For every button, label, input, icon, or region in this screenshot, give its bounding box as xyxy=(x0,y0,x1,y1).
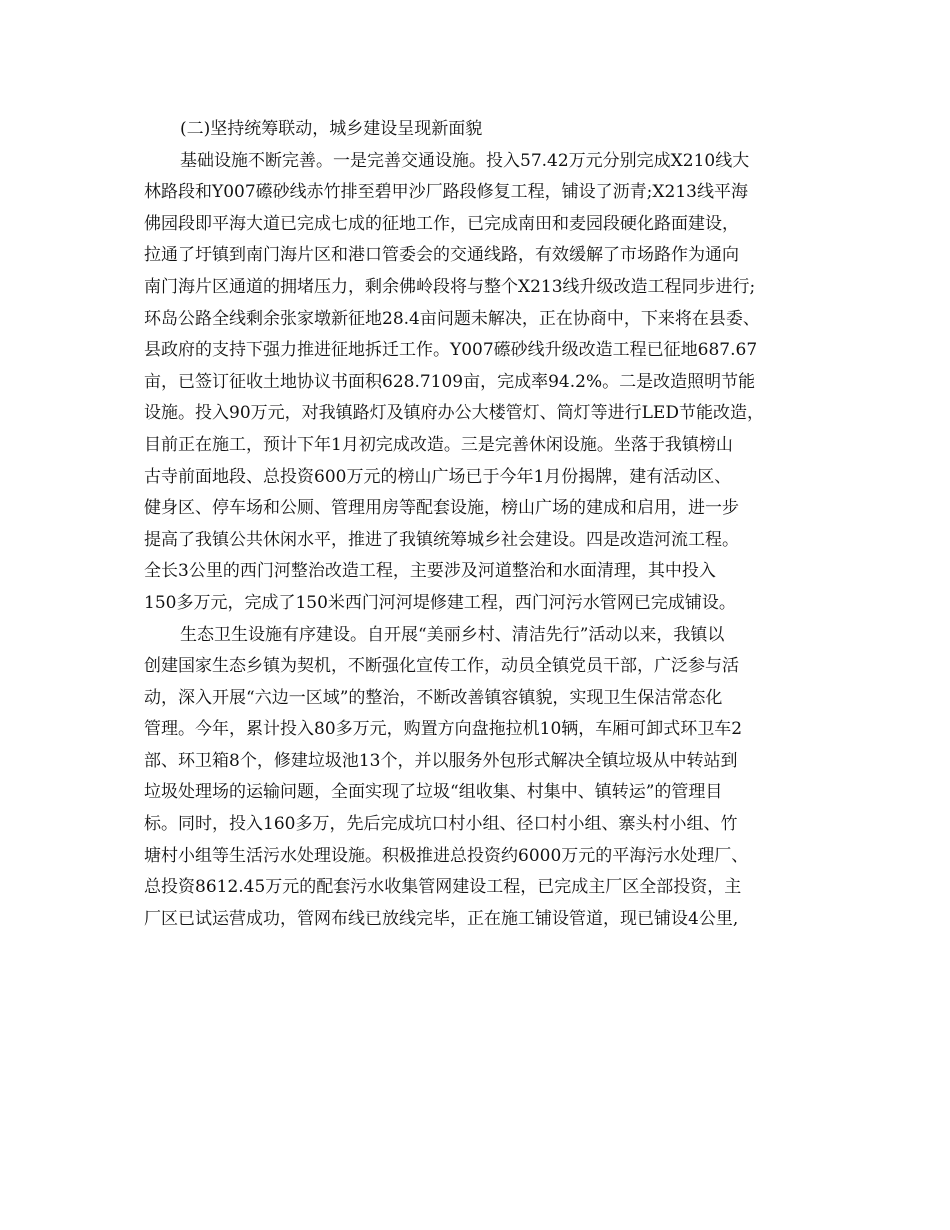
document-body xyxy=(144,114,812,935)
paragraph-line: 管理。今年，累计投入80多万元，购置方向盘拖拉机10辆，车厢可卸式环卫车2 xyxy=(144,719,743,740)
paragraph-infrastructure xyxy=(144,146,812,620)
paragraph-line: 总投资8612.45万元的配套污水收集管网建设工程，已完成主厂区全部投资，主 xyxy=(144,877,742,898)
paragraph-line: 生态卫生设施有序建设。自开展“美丽乡村、清洁先行”活动以来，我镇以 xyxy=(180,624,725,645)
paragraph-line: 目前正在施工，预计下年1月初完成改造。三是完善休闲设施。坐落于我镇榜山 xyxy=(144,434,733,455)
paragraph-line: 150多万元，完成了150米西门河河堤修建工程，西门河污水管网已完成铺设。 xyxy=(144,592,736,613)
paragraph-line: 拉通了圩镇到南门海片区和港口管委会的交通线路，有效缓解了市场路作为通向 xyxy=(144,245,739,266)
paragraph-line: 环岛公路全线剩余张家墩新征地28.4亩问题未解决，正在协商中，下来将在县委、 xyxy=(144,308,760,329)
paragraph-line: 部、环卫箱8个，修建垃圾池13个，并以服务外包形式解决全镇垃圾从中转站到 xyxy=(144,750,738,771)
paragraph-line: 基础设施不断完善。一是完善交通设施。投入57.42万元分别完成X210线大 xyxy=(180,150,750,171)
paragraph-line: 健身区、停车场和公厕、管理用房等配套设施，榜山广场的建成和启用，进一步 xyxy=(144,498,739,519)
paragraph-line: 县政府的支持下强力推进征地拆迁工作。Y007礤砂线升级改造工程已征地687.67 xyxy=(144,340,758,361)
paragraph-line: 古寺前面地段、总投资600万元的榜山广场已于今年1月份揭牌，建有活动区、 xyxy=(144,466,732,487)
paragraph-line: 创建国家生态乡镇为契机，不断强化宣传工作，动员全镇党员干部，广泛参与活 xyxy=(144,656,739,677)
paragraph-line: 亩，已签订征收土地协议书面积628.7109亩，完成率94.2%。二是改造照明节能 xyxy=(144,371,756,392)
paragraph-line: 南门海片区通道的拥堵压力，剩余佛岭段将与整个X213线升级改造工程同步进行; xyxy=(144,276,756,297)
paragraph-line: 全长3公里的西门河整治改造工程，主要涉及河道整治和水面清理，其中投入 xyxy=(144,561,716,582)
paragraph-line: 厂区已试运营成功，管网布线已放线完毕，正在施工铺设管道，现已铺设4公里, xyxy=(144,908,739,929)
paragraph-line: 设施。投入90万元，对我镇路灯及镇府办公大楼管灯、筒灯等进行LED节能改造， xyxy=(144,403,764,424)
section-heading: (二)坚持统筹联动，城乡建设呈现新面貌 xyxy=(180,119,483,139)
paragraph-line: 佛园段即平海大道已完成七成的征地工作，已完成南田和麦园段硬化路面建设， xyxy=(144,213,739,234)
paragraph-line: 林路段和Y007礤砂线赤竹排至碧甲沙厂路段修复工程，铺设了沥青;X213线平海 xyxy=(144,182,748,203)
paragraph-line: 动，深入开展“六边一区域”的整治，不断改善镇容镇貌，实现卫生保洁常态化 xyxy=(144,687,723,708)
paragraph-ecology-sanitation xyxy=(144,620,812,936)
paragraph-line: 塘村小组等生活污水处理设施。积极推进总投资约6000万元的平海污水处理厂、 xyxy=(144,845,749,866)
paragraph-line: 提高了我镇公共休闲水平，推进了我镇统筹城乡社会建设。四是改造河流工程。 xyxy=(144,529,739,550)
paragraph-line: 标。同时，投入160多万，先后完成坑口村小组、径口村小组、寨头村小组、竹 xyxy=(144,814,738,835)
paragraph-line: 垃圾处理场的运输问题，全面实现了垃圾“组收集、村集中、镇转运”的管理目 xyxy=(144,782,723,803)
